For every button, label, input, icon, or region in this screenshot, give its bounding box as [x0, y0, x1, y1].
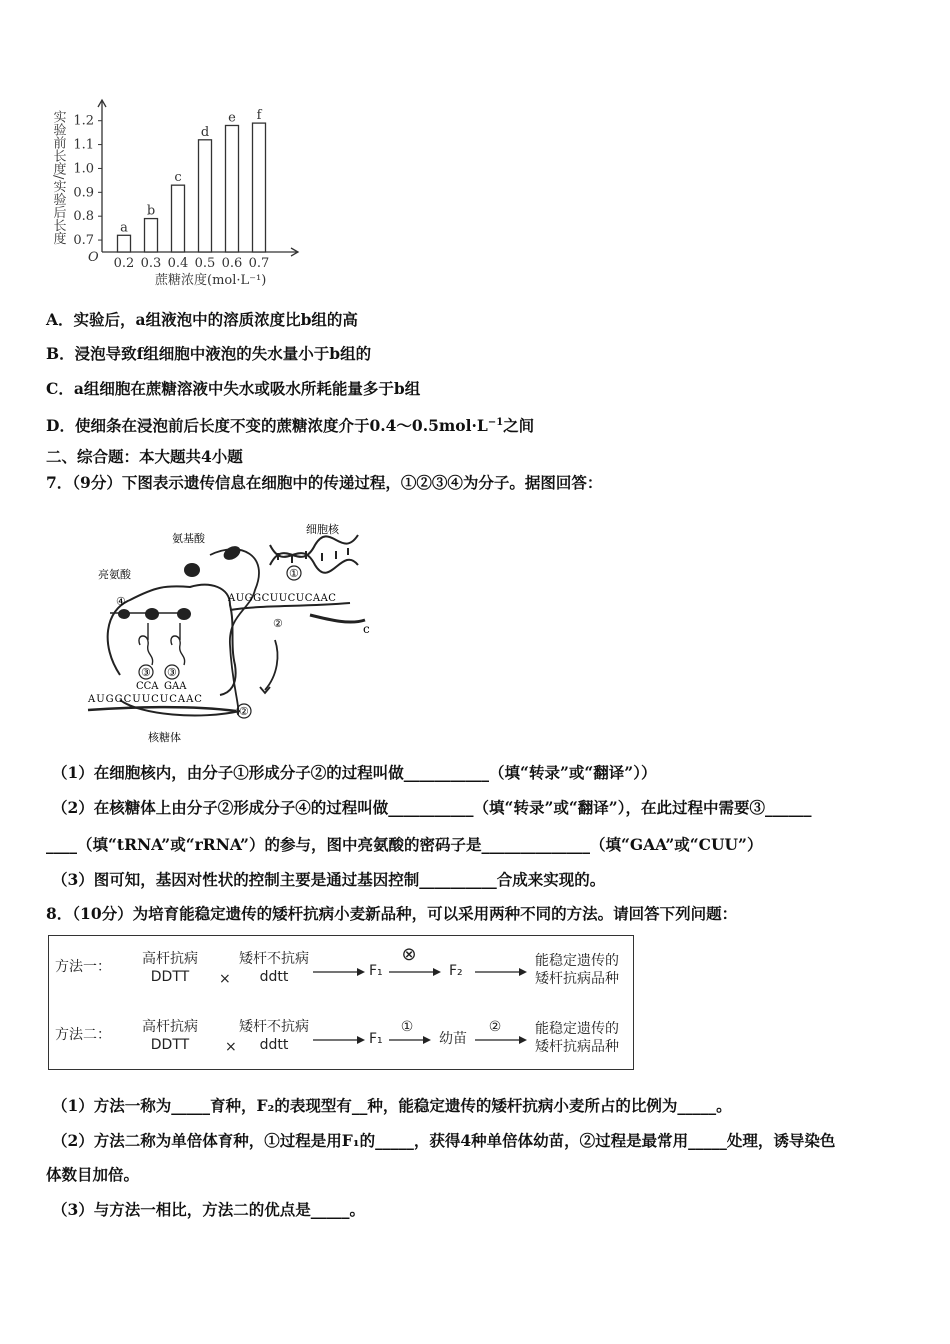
arrow-m2-b: [387, 1032, 437, 1048]
x-tick-label: 0.2: [113, 256, 135, 271]
parent-2-m1: [231, 950, 317, 986]
nuclear-membrane: [210, 549, 259, 715]
arrow-m1-b: [387, 964, 447, 980]
bar: [226, 125, 239, 252]
label-1: ①: [289, 567, 299, 580]
parent-2-m1-phenotype: 矮杆不抗病: [239, 951, 309, 967]
released-strand: [310, 615, 365, 622]
q7-part-2b: ____（填“tRNA”或“rRNA”）的参与，图中亮氨酸的密码子是______________（填“GAA”或“CUU”）: [46, 835, 763, 854]
sucrose-bar-chart: [40, 90, 330, 290]
parent-2-m2-phenotype: 矮杆不抗病: [239, 1019, 309, 1035]
q8-part-1: （1）方法一称为_____育种，F₂的表现型有__种，能稳定遗传的矮杆抗病小麦所占的比例为_____。: [52, 1096, 732, 1115]
bar: [145, 219, 158, 252]
transport-arrow: [265, 640, 278, 690]
y-axis-label: 实验前长度/实验后长度: [50, 110, 66, 245]
cross-symbol-m2: ×: [225, 1039, 237, 1055]
peptide-dot-1: [118, 609, 130, 619]
parent-1-m2-genotype: DDTT: [150, 1037, 190, 1053]
chart-plot-area: [51, 100, 299, 288]
option-d-end: 之间: [503, 416, 535, 436]
selfing-symbol: ⊗: [401, 944, 417, 965]
bar: [118, 235, 131, 252]
result-m2-line1: 能稳定遗传的: [535, 1021, 619, 1037]
parent-2-m2-genotype: ddtt: [259, 1037, 289, 1053]
result-m1: [527, 952, 627, 988]
f1-m2: F₁: [369, 1031, 383, 1047]
anticodon-2: GAA: [164, 681, 187, 692]
bar-label: e: [228, 110, 236, 126]
label-4: ④: [116, 595, 126, 608]
x-tick-label: 0.5: [194, 256, 216, 271]
bar: [199, 140, 212, 252]
question-8-stem: 8．（10分）为培育能稳定遗传的矮杆抗病小麦新品种，可以采用两种不同的方法。请回答下列问题：: [46, 904, 738, 923]
f1-m1: F₁: [369, 963, 383, 979]
amino-acid-label: 氨基酸: [172, 532, 205, 545]
x-tick-label: 0.7: [248, 256, 270, 271]
x-tick-label: 0.6: [221, 256, 243, 271]
anticodon-1: CCA: [136, 681, 159, 692]
label-3a: ③: [141, 666, 151, 679]
question-7-stem: 7．（9分）下图表示遗传信息在细胞中的传递过程，①②③④为分子。据图回答：: [46, 473, 603, 492]
method-1-label: 方法一：: [55, 959, 111, 975]
option-b: B．浸泡导致f组细胞中液泡的失水量小于b组的: [46, 344, 372, 363]
result-m2: [527, 1020, 627, 1056]
dna-helix: [270, 535, 358, 573]
bar-label: c: [174, 170, 182, 186]
y-tick-label: 1.1: [73, 137, 94, 153]
trna-molecules: [139, 623, 185, 665]
parent-1-m1-phenotype: 高杆抗病: [142, 951, 198, 967]
y-tick-label: 1.2: [73, 113, 94, 129]
cross-symbol-m1: ×: [219, 971, 231, 987]
q8-part-2b: 体数目加倍。: [46, 1165, 140, 1184]
step-2-label: ②: [488, 1019, 502, 1035]
q7-part-3: （3）图可知，基因对性状的控制主要是通过基因控制__________合成来实现的。: [52, 870, 606, 889]
leucine-label: 亮氨酸: [98, 568, 131, 581]
mrna-sequence-bottom: AUGGCUUCUCAAC: [88, 694, 203, 705]
parent-2-m2: [231, 1018, 317, 1054]
mrna-sequence-top: AUGGCUUCUCAAC: [228, 593, 337, 604]
result-m1-line2: 矮杆抗病品种: [535, 971, 619, 987]
arrow-m1-a: [311, 964, 371, 980]
result-m2-line2: 矮杆抗病品种: [535, 1039, 619, 1055]
y-tick-label: 0.9: [73, 185, 94, 201]
bar: [172, 185, 185, 252]
arrow-m2-a: [311, 1032, 371, 1048]
bar-label: f: [256, 108, 262, 124]
q8-part-3: （3）与方法一相比，方法二的优点是_____。: [52, 1200, 366, 1219]
bar-label: b: [146, 203, 156, 219]
y-tick-label: 0.8: [73, 209, 94, 225]
step-1-label: ①: [400, 1019, 414, 1035]
seedling-label: 幼苗: [439, 1031, 467, 1047]
x-axis-label: 蔗糖浓度(mol·L⁻¹): [155, 273, 267, 288]
y-tick-label: 0.7: [73, 233, 94, 249]
ribosome-label: 核糖体: [148, 731, 181, 744]
bar-label: a: [120, 220, 128, 236]
parent-1-m1: [135, 950, 205, 986]
f2-m1: F₂: [449, 963, 463, 979]
option-d: [46, 412, 534, 437]
parent-2-m1-genotype: ddtt: [259, 969, 289, 985]
parent-1-m2: [135, 1018, 205, 1054]
option-a: A．实验后，a组液泡中的溶质浓度比b组的高: [46, 310, 358, 329]
q7-part-2a: （2）在核糖体上由分子②形成分子④的过程叫做___________（填“转录”或“翻译”），在此过程中需要③______: [52, 798, 812, 817]
result-m1-line1: 能稳定遗传的: [535, 953, 619, 969]
option-d-text: D．使细条在浸泡前后长度不变的蔗糖浓度介于0.4～0.5mol·L: [46, 416, 488, 436]
x-tick-label: 0.3: [140, 256, 162, 271]
mrna-strand-bottom: [88, 707, 236, 711]
x-tick-label: 0.4: [167, 256, 189, 271]
q8-part-2a: （2）方法二称为单倍体育种，①过程是用F₁的_____，获得4种单倍体幼苗，②过程是最常用_____处理，诱导染色: [52, 1131, 836, 1150]
method-2-label: 方法二：: [55, 1027, 111, 1043]
y-tick-label: 1.0: [73, 161, 94, 177]
arrow-m2-c: [473, 1032, 533, 1048]
option-c: C．a组细胞在蔗糖溶液中失水或吸水所耗能量多于b组: [46, 379, 421, 398]
label-3b: ③: [167, 666, 177, 679]
label-2-bottom: ②: [239, 705, 249, 718]
strand-end: c: [363, 622, 370, 636]
bar-label: d: [200, 124, 210, 140]
nucleus-label: 细胞核: [306, 523, 339, 536]
section-2-heading: 二、综合题：本大题共4小题: [46, 447, 243, 466]
bar: [253, 123, 266, 252]
peptide-dot-2: [145, 608, 159, 620]
arrow-m1-c: [473, 964, 533, 980]
origin-label: O: [88, 250, 99, 265]
breeding-methods-box: [48, 935, 634, 1070]
peptide-dot-3: [177, 608, 191, 620]
amino-acid-dot: [184, 563, 200, 577]
q7-part-1: （1）在细胞核内，由分子①形成分子②的过程叫做___________（填“转录”或“翻译”））: [52, 763, 657, 782]
gene-expression-figure: [80, 515, 410, 750]
label-2-top: ②: [273, 617, 283, 630]
amino-acid-dot-2: [221, 543, 243, 562]
parent-1-m2-phenotype: 高杆抗病: [142, 1019, 198, 1035]
parent-1-m1-genotype: DDTT: [150, 969, 190, 985]
option-d-superscript: −1: [487, 417, 504, 428]
